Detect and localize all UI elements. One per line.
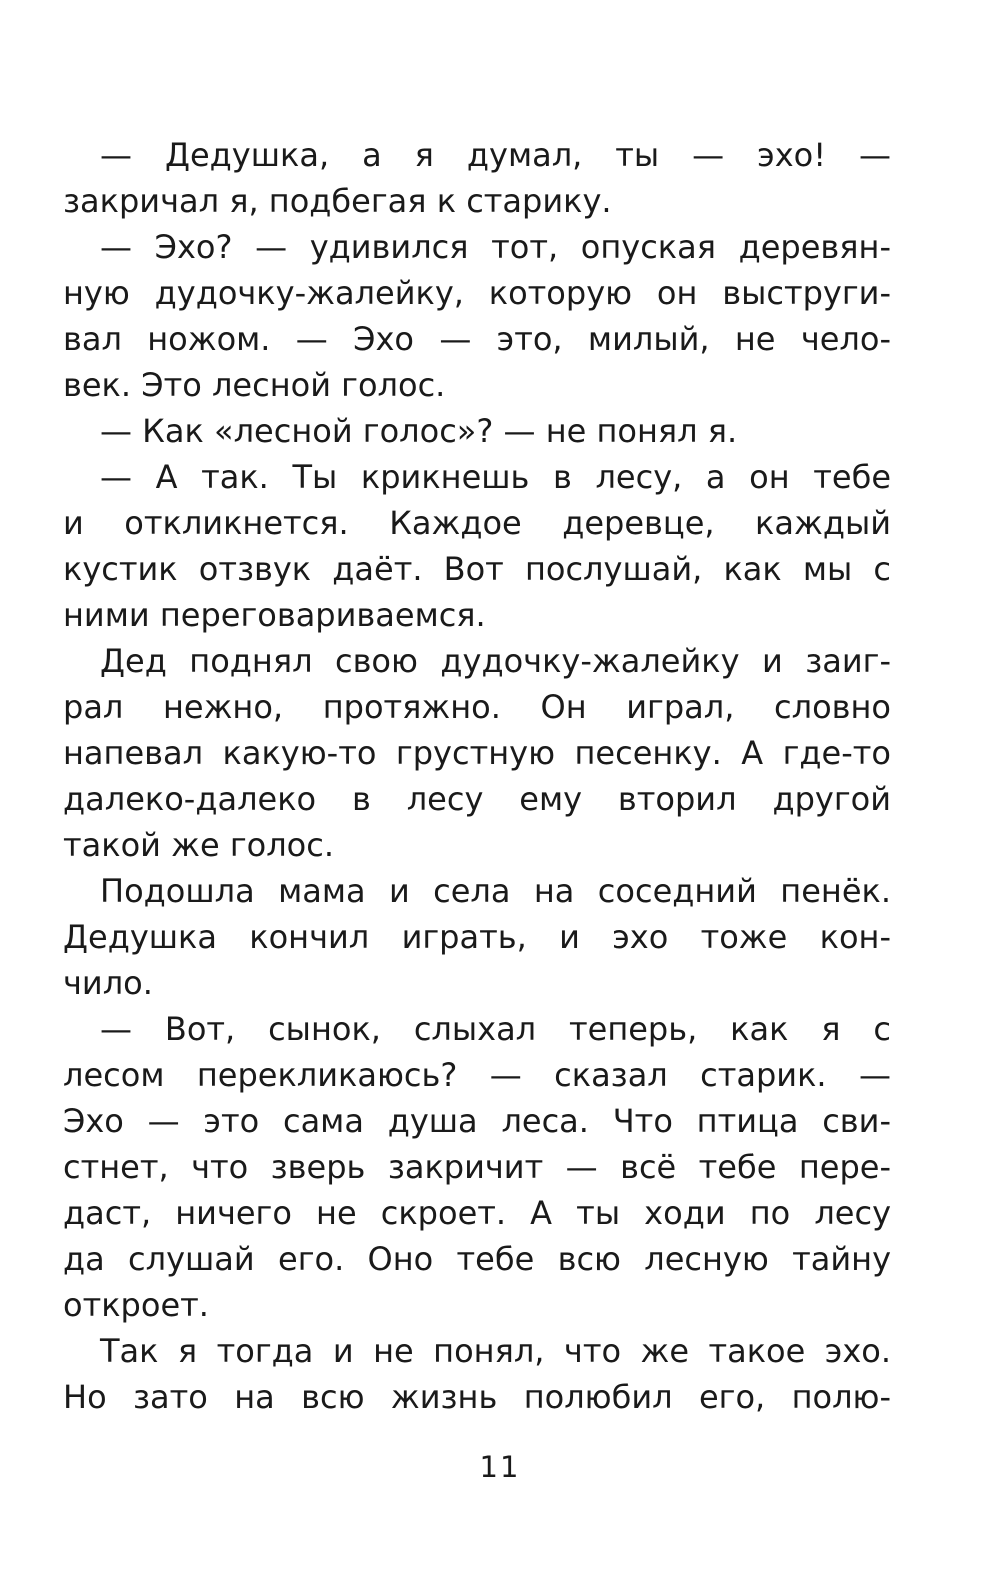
text-line: стнет, что зверь закричит — всё тебе пере- xyxy=(63,1148,891,1186)
text-line: чило. xyxy=(63,964,153,1002)
text-line: Подошла мама и села на соседний пенёк. xyxy=(100,872,891,910)
text-line: кустик отзвук даёт. Вот послушай, как мы с xyxy=(63,550,891,588)
text-line: вал ножом. — Эхо — это, милый, не чело- xyxy=(63,320,891,358)
text-line: даст, ничего не скроет. А ты ходи по лесу xyxy=(63,1194,891,1232)
text-line: такой же голос. xyxy=(63,826,334,864)
text-line: — Эхо? — удивился тот, опуская деревян- xyxy=(100,228,891,266)
page-body-text xyxy=(63,132,891,1420)
page-number: 11 xyxy=(479,1450,521,1484)
text-line: откроет. xyxy=(63,1286,209,1324)
text-line: напевал какую-то грустную песенку. А где-то xyxy=(63,734,891,772)
text-line: далеко-далеко в лесу ему вторил другой xyxy=(63,780,891,818)
text-line: Так я тогда и не понял, что же такое эхо. xyxy=(100,1332,891,1370)
text-line: век. Это лесной голос. xyxy=(63,366,446,404)
text-line: Дедушка кончил играть, и эхо тоже кон- xyxy=(63,918,891,956)
text-line: — Дедушка, а я думал, ты — эхо! — xyxy=(100,136,891,174)
text-line: Дед поднял свою дудочку-жалейку и заиг- xyxy=(100,642,891,680)
text-line: да слушай его. Оно тебе всю лесную тайну xyxy=(63,1240,891,1278)
text-line: и откликнется. Каждое деревце, каждый xyxy=(63,504,891,542)
text-line: — А так. Ты крикнешь в лесу, а он тебе xyxy=(100,458,891,496)
text-line: ними переговариваемся. xyxy=(63,596,486,634)
text-line: Эхо — это сама душа леса. Что птица сви- xyxy=(63,1102,891,1140)
text-line: — Вот, сынок, слыхал теперь, как я с xyxy=(100,1010,891,1048)
text-line: закричал я, подбегая к старику. xyxy=(63,182,612,220)
text-line: лесом перекликаюсь? — сказал старик. — xyxy=(63,1056,891,1094)
text-line: рал нежно, протяжно. Он играл, словно xyxy=(63,688,891,726)
text-line: — Как «лесной голос»? — не понял я. xyxy=(100,412,738,450)
text-line: Но зато на всю жизнь полюбил его, полю- xyxy=(63,1378,891,1416)
text-line: ную дудочку-жалейку, которую он выструги- xyxy=(63,274,891,312)
